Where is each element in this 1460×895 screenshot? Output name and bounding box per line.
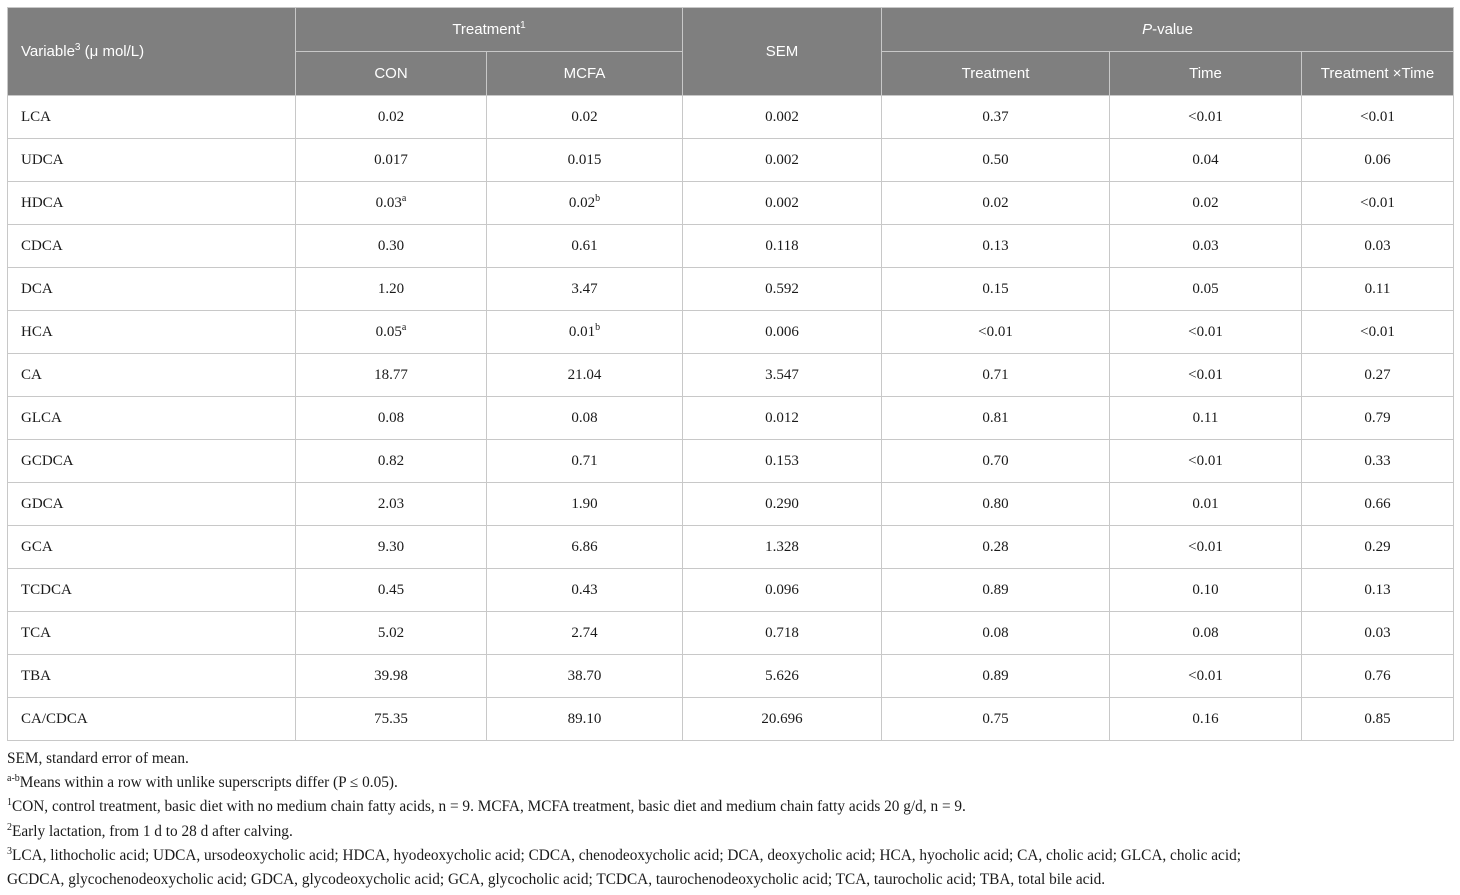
footnote-3: $^3$LCA, lithocholic acid; UDCA, ursodeoxycholic acid; HDCA, hyodeoxycholic acid; CDCA, chenodeoxycholic acid; DCA, deoxycholic acid; HCA, hyocholic acid; CA, cholic acid; GLCA, cholic acid; GCDCA, glycochenodeoxycholic acid; GDCA, glycodeoxycholic acid; GCA, glycocholic acid; TCDCA, taurochenodeoxycholic acid; TCA, taurocholic acid; TBA, total bile acid. [7,845,1241,889]
header-con: CON [296,52,487,96]
cell-sem: 0.290 [683,483,882,526]
cell-p-interaction: 0.03 [1302,612,1454,655]
table-row [8,569,1454,612]
cell-p-treatment: 0.50 [882,139,1110,182]
cell-p-time: <0.01 [1110,440,1302,483]
cell-p-interaction: 0.03 [1302,225,1454,268]
cell-p-treatment: 0.71 [882,354,1110,397]
table-row [8,612,1454,655]
cell-p-time: 0.05 [1110,268,1302,311]
cell-sem: 0.118 [683,225,882,268]
cell-variable: UDCA [8,139,296,182]
bile-acid-table [7,7,1454,741]
cell-variable: HDCA [8,182,296,225]
cell-p-treatment: 0.70 [882,440,1110,483]
cell-p-interaction: 0.06 [1302,139,1454,182]
table-row [8,225,1454,268]
cell-variable: GCDCA [8,440,296,483]
cell-variable: CA [8,354,296,397]
table-row [8,483,1454,526]
cell-con: 0.45 [296,569,487,612]
cell-sem: 0.006 [683,311,882,354]
cell-p-time: <0.01 [1110,96,1302,139]
table-row [8,397,1454,440]
cell-p-treatment: 0.02 [882,182,1110,225]
cell-mcfa: 6.86 [487,526,683,569]
cell-variable: TCA [8,612,296,655]
table-row [8,182,1454,225]
table-body [8,96,1454,741]
cell-p-treatment: <0.01 [882,311,1110,354]
header-sem: SEM [683,8,882,96]
cell-sem: 0.592 [683,268,882,311]
header-mcfa: MCFA [487,52,683,96]
cell-sem: 0.012 [683,397,882,440]
cell-p-interaction: 0.33 [1302,440,1454,483]
table-row [8,268,1454,311]
cell-con: 18.77 [296,354,487,397]
table-row [8,698,1454,741]
cell-p-time: <0.01 [1110,526,1302,569]
table-row [8,354,1454,397]
cell-variable: LCA [8,96,296,139]
cell-mcfa: 3.47 [487,268,683,311]
cell-mcfa: 0.015 [487,139,683,182]
cell-sem: 0.153 [683,440,882,483]
cell-mcfa: 0.43 [487,569,683,612]
header-p-time: Time [1110,52,1302,96]
cell-p-treatment: 0.81 [882,397,1110,440]
cell-p-treatment: 0.89 [882,655,1110,698]
cell-p-treatment: 0.75 [882,698,1110,741]
cell-p-treatment: 0.28 [882,526,1110,569]
cell-variable: GLCA [8,397,296,440]
cell-p-treatment: 0.15 [882,268,1110,311]
cell-sem: 0.096 [683,569,882,612]
cell-p-time: 0.04 [1110,139,1302,182]
cell-p-time: 0.03 [1110,225,1302,268]
cell-sem: 3.547 [683,354,882,397]
header-p-interaction: Treatment ×Time [1302,52,1454,96]
cell-p-interaction: <0.01 [1302,96,1454,139]
table-row [8,440,1454,483]
cell-con: 39.98 [296,655,487,698]
cell-p-interaction: 0.85 [1302,698,1454,741]
cell-p-time: 0.10 [1110,569,1302,612]
cell-variable: GCA [8,526,296,569]
cell-p-treatment: 0.37 [882,96,1110,139]
table-row [8,311,1454,354]
header-pvalue-group: P-value [882,8,1454,52]
cell-p-interaction: <0.01 [1302,311,1454,354]
cell-p-time: 0.02 [1110,182,1302,225]
cell-con: 5.02 [296,612,487,655]
cell-p-interaction: 0.79 [1302,397,1454,440]
table-container [7,7,1453,892]
cell-p-interaction: 0.29 [1302,526,1454,569]
cell-mcfa: 89.10 [487,698,683,741]
cell-mcfa: 0.02$^b$ [487,182,683,225]
cell-mcfa: 1.90 [487,483,683,526]
cell-variable: GDCA [8,483,296,526]
cell-p-treatment: 0.08 [882,612,1110,655]
cell-con: 0.82 [296,440,487,483]
table-header [8,8,1454,96]
cell-sem: 5.626 [683,655,882,698]
cell-p-time: 0.16 [1110,698,1302,741]
cell-variable: TBA [8,655,296,698]
cell-con: 9.30 [296,526,487,569]
cell-p-interaction: 0.76 [1302,655,1454,698]
cell-mcfa: 0.71 [487,440,683,483]
table-row [8,526,1454,569]
cell-mcfa: 21.04 [487,354,683,397]
footnotes [7,747,1453,892]
cell-variable: HCA [8,311,296,354]
cell-sem: 0.002 [683,182,882,225]
cell-mcfa: 2.74 [487,612,683,655]
cell-p-interaction: 0.13 [1302,569,1454,612]
cell-p-time: <0.01 [1110,354,1302,397]
header-variable: Variable$^3$ (μ mol/L) [8,8,296,96]
cell-p-time: 0.11 [1110,397,1302,440]
cell-sem: 0.002 [683,139,882,182]
cell-p-time: <0.01 [1110,655,1302,698]
footnote-1: $^1$CON, control treatment, basic diet with no medium chain fatty acids, n = 9. MCFA, MCFA treatment, basic diet and medium chain fatty acids 20 g/d, n = 9. [7,797,966,816]
cell-con: 75.35 [296,698,487,741]
cell-mcfa: 0.02 [487,96,683,139]
cell-p-interaction: <0.01 [1302,182,1454,225]
cell-p-treatment: 0.80 [882,483,1110,526]
table-row [8,96,1454,139]
cell-mcfa: 0.61 [487,225,683,268]
cell-con: 0.08 [296,397,487,440]
cell-con: 2.03 [296,483,487,526]
cell-p-treatment: 0.13 [882,225,1110,268]
cell-variable: DCA [8,268,296,311]
cell-sem: 20.696 [683,698,882,741]
header-treatment-group: Treatment$^1$ [296,8,683,52]
footnote-sem: SEM, standard error of mean. [7,750,189,767]
table-row [8,655,1454,698]
cell-sem: 1.328 [683,526,882,569]
table-row [8,139,1454,182]
cell-sem: 0.718 [683,612,882,655]
cell-p-interaction: 0.66 [1302,483,1454,526]
cell-mcfa: 0.08 [487,397,683,440]
cell-mcfa: 38.70 [487,655,683,698]
cell-variable: CA/CDCA [8,698,296,741]
cell-p-time: 0.01 [1110,483,1302,526]
cell-con: 0.05$^a$ [296,311,487,354]
footnote-2: $^2$Early lactation, from 1 d to 28 d after calving. [7,821,293,840]
cell-mcfa: 0.01$^b$ [487,311,683,354]
cell-con: 0.30 [296,225,487,268]
cell-sem: 0.002 [683,96,882,139]
cell-con: 0.03$^a$ [296,182,487,225]
cell-p-interaction: 0.11 [1302,268,1454,311]
footnote-ab: $^{a-b}$Means within a row with unlike superscripts differ (P ≤ 0.05). [7,773,398,792]
cell-p-treatment: 0.89 [882,569,1110,612]
cell-p-time: 0.08 [1110,612,1302,655]
cell-variable: TCDCA [8,569,296,612]
cell-con: 0.017 [296,139,487,182]
cell-p-interaction: 0.27 [1302,354,1454,397]
cell-con: 0.02 [296,96,487,139]
cell-variable: CDCA [8,225,296,268]
cell-p-time: <0.01 [1110,311,1302,354]
header-p-treatment: Treatment [882,52,1110,96]
cell-con: 1.20 [296,268,487,311]
